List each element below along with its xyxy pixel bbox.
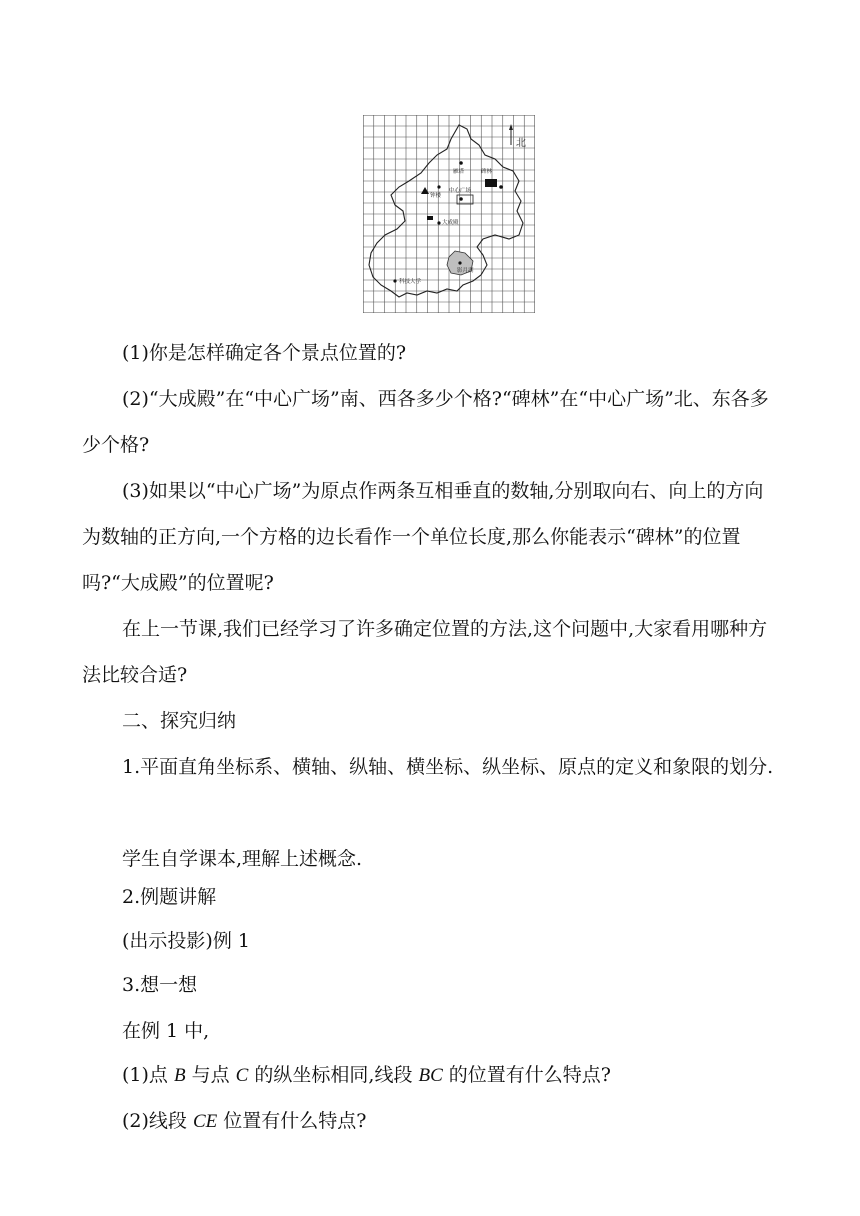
sub2-text-a: (2)线段 [122, 1110, 193, 1132]
stele-forest-marker [485, 179, 497, 187]
intro-paragraph: 在上一节课,我们已经学习了许多确定位置的方法,这个问题中,大家看用哪种方法比较合适? [82, 618, 768, 686]
lake-dot [458, 261, 461, 264]
item-1: 1.平面直角坐标系、横轴、纵轴、横坐标、纵坐标、原点的定义和象限的划分. [122, 756, 774, 778]
segment-bc: BC [418, 1065, 443, 1086]
sub-question-2 [122, 1098, 366, 1145]
bell-tower-dot [437, 185, 440, 188]
bell-tower-label: 钟楼 [430, 193, 442, 199]
projection-line: (出示投影)例 1 [122, 930, 250, 952]
region-boundary [369, 125, 523, 297]
question-2: (2)“大成殿”在“中心广场”南、西各多少个格?“碑林”在“中心广场”北、东各多少个格? [82, 388, 769, 456]
center-square-dot [459, 197, 463, 201]
sub1-text-a: (1)点 [122, 1064, 174, 1086]
north-arrow [509, 124, 513, 145]
self-study-line: 学生自学课本,理解上述概念. [122, 848, 363, 870]
university-dot [393, 279, 396, 282]
item-2: 2.例题讲解 [122, 886, 217, 908]
dacheng-hall-marker [427, 216, 433, 220]
university-label: 科技大学 [399, 279, 422, 285]
question-3: (3)如果以“中心广场”为原点作两条互相垂直的数轴,分别取向右、向上的方向为数轴的正方向,一个方格的边长看作一个单位长度,那么你能表示“碑林”的位置吗?“大成殿”的位置呢? [82, 480, 764, 594]
section-title: 二、探究归纳 [122, 710, 237, 732]
dacheng-hall-label: 大成殿 [442, 220, 459, 226]
item-3: 3.想一想 [122, 974, 198, 996]
pagoda-dot [459, 161, 463, 165]
dacheng-hall-dot [437, 221, 440, 224]
pagoda-label: 雁塔 [453, 169, 465, 175]
segment-ce: CE [192, 1111, 218, 1132]
stele-forest-dot [499, 185, 503, 189]
lake-label: 影月湖 [457, 268, 474, 274]
in-example-line: 在例 1 中, [122, 1020, 210, 1042]
sub1-text-e: 的纵坐标相同,线段 [248, 1064, 419, 1086]
point-c: C [235, 1065, 249, 1086]
sub2-text-c: 位置有什么特点? [217, 1110, 367, 1132]
sub1-text-g: 的位置有什么特点? [442, 1064, 611, 1086]
stele-forest-label: 碑林 [481, 169, 493, 175]
question-1: (1)你是怎样确定各个景点位置的? [122, 342, 407, 364]
point-b: B [173, 1065, 186, 1086]
center-square-label: 中心广场 [449, 188, 472, 194]
campus-map-figure [363, 115, 535, 313]
north-label: 北 [516, 138, 526, 149]
sub-question-1 [122, 1052, 611, 1099]
sub1-text-c: 与点 [185, 1064, 236, 1086]
grid-map [363, 115, 535, 313]
